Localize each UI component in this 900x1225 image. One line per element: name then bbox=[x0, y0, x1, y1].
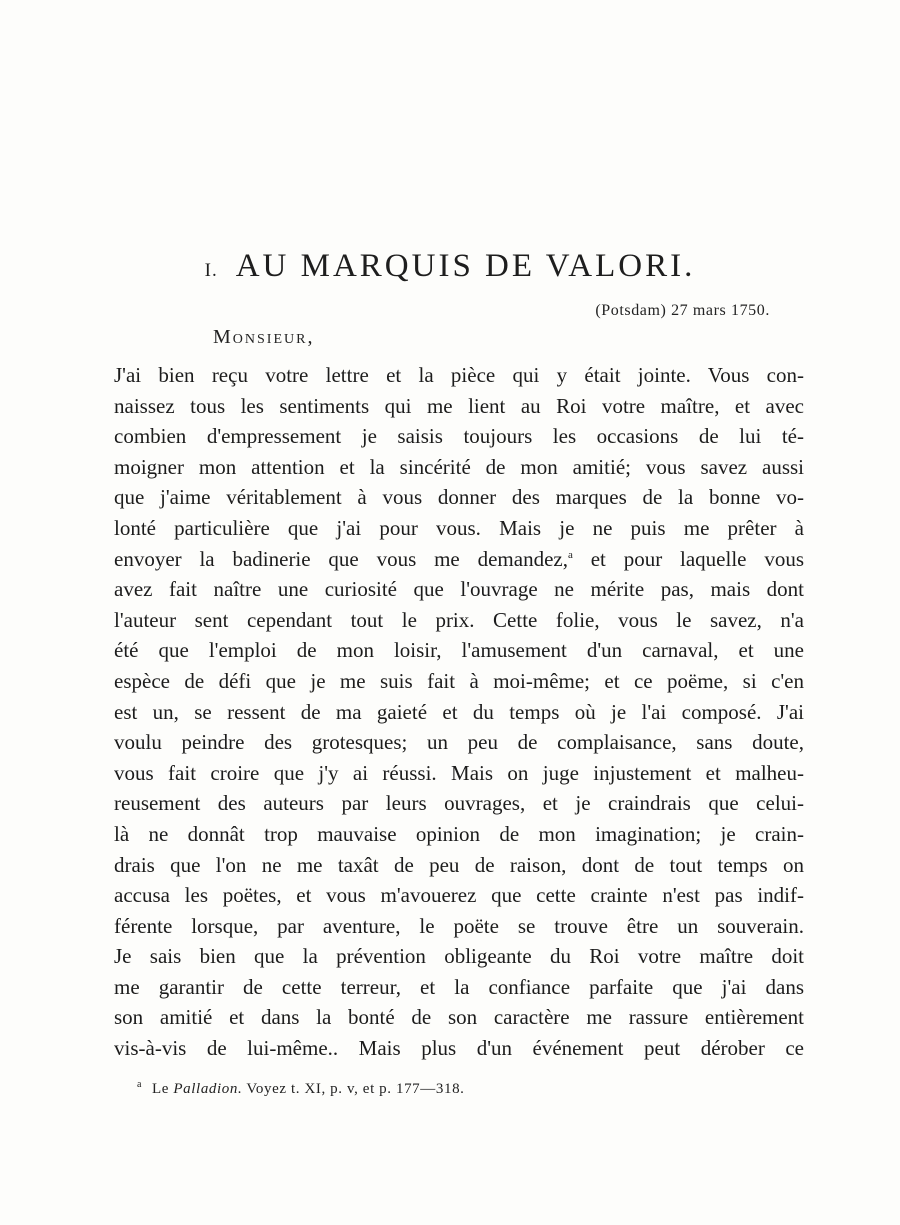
body-line-head: envoyer la badinerie que vous me demandez, bbox=[114, 546, 568, 571]
body-line: drais que l'on ne me taxât de peu de raison, dont de tout temps on bbox=[114, 852, 804, 877]
footnote-work-title: Palladion. bbox=[173, 1081, 243, 1097]
body-line: Je sais bien que la prévention obligeante du Roi votre maître doit bbox=[114, 944, 804, 969]
body-line: espèce de défi que je me suis fait à moi-même; et ce poëme, si c'en bbox=[114, 668, 804, 693]
footnote-prefix: Le bbox=[152, 1081, 174, 1097]
body-line: son amitié et dans la bonté de son caractère me rassure entièrement bbox=[114, 1005, 804, 1030]
body-line: férente lorsque, par aventure, le poëte se trouve être un souverain. bbox=[114, 913, 804, 938]
letter-number: I. bbox=[204, 260, 218, 281]
letter-body bbox=[114, 360, 804, 1064]
body-line: été que l'emploi de mon loisir, l'amusement d'un carnaval, et une bbox=[114, 638, 804, 663]
body-line: que j'aime véritablement à vous donner des marques de la bonne vo- bbox=[114, 485, 804, 510]
footnote-reference[interactable]: a bbox=[567, 548, 573, 561]
footnote bbox=[137, 1079, 465, 1098]
letter-title: AU MARQUIS DE VALORI. bbox=[235, 248, 696, 284]
body-line: lonté particulière que j'ai pour vous. Mais je ne puis me prêter à bbox=[114, 515, 804, 540]
body-line: est un, se ressent de ma gaieté et du temps où je l'ai composé. J'ai bbox=[114, 699, 804, 724]
body-line: avez fait naître une curiosité que l'ouvrage ne mérite pas, mais dont bbox=[114, 577, 804, 602]
body-line-tail: et pour laquelle vous bbox=[572, 546, 804, 571]
body-line: J'ai bien reçu votre lettre et la pièce qui y était jointe. Vous con- bbox=[114, 363, 804, 387]
body-line: reusement des auteurs par leurs ouvrages, et je craindrais que celui- bbox=[114, 791, 804, 816]
body-line: vous fait croire que j'y ai réussi. Mais on juge injustement et malheu- bbox=[114, 760, 804, 785]
body-line: là ne donnât trop mauvaise opinion de mon imagination; je crain- bbox=[114, 821, 804, 846]
footnote-mark: a bbox=[137, 1079, 143, 1090]
body-line: l'auteur sent cependant tout le prix. Cette folie, vous le savez, n'a bbox=[114, 607, 804, 632]
body-line: me garantir de cette terreur, et la confiance parfaite que j'ai dans bbox=[114, 974, 804, 999]
salutation: Monsieur, bbox=[213, 326, 315, 348]
body-line: combien d'empressement je saisis toujours les occasions de lui té- bbox=[114, 424, 804, 449]
body-line: moigner mon attention et la sincérité de mon amitié; vous savez aussi bbox=[114, 454, 804, 479]
body-line: voulu peindre des grotesques; un peu de complaisance, sans doute, bbox=[114, 730, 804, 755]
body-line: vis-à-vis de lui-même.. Mais plus d'un événement peut dérober ce bbox=[114, 1036, 804, 1061]
body-line: naissez tous les sentiments qui me lient au Roi votre maître, et avec bbox=[114, 393, 804, 418]
letter-heading bbox=[0, 246, 900, 291]
body-line: accusa les poëtes, et vous m'avouerez que cette crainte n'est pas indif- bbox=[114, 883, 804, 908]
dateline: (Potsdam) 27 mars 1750. bbox=[595, 302, 770, 319]
footnote-reference-text: Voyez t. XI, p. v, et p. 177—318. bbox=[242, 1081, 465, 1097]
body-line-with-footnote-ref bbox=[114, 544, 804, 575]
